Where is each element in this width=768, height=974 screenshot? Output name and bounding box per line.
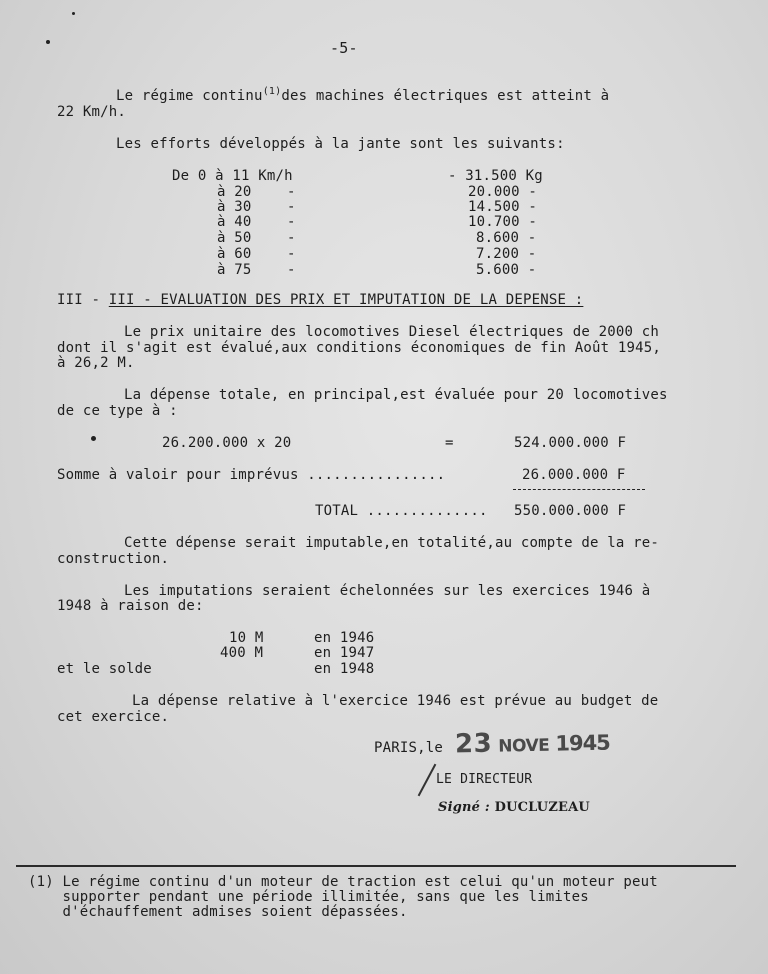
para-imputable-line2: construction. xyxy=(57,551,170,567)
signature-title: LE DIRECTEUR xyxy=(436,772,533,787)
efforts-value: 7.200 - xyxy=(476,246,537,262)
schedule-year: en 1946 xyxy=(314,630,375,646)
schedule-amount: 10 M xyxy=(229,630,264,646)
efforts-value: 14.500 - xyxy=(468,199,538,215)
efforts-dash: - xyxy=(287,230,296,246)
page-number: -5- xyxy=(330,39,358,57)
para-budget-line2: cet exercice. xyxy=(57,709,170,725)
date-stamp: 23 NOVE 1945 xyxy=(454,728,611,760)
efforts-dash: - xyxy=(287,246,296,262)
para-echelon-line2: 1948 à raison de: xyxy=(57,598,204,614)
efforts-speed: à 20 xyxy=(217,184,252,200)
para-budget-line1: La dépense relative à l'exercice 1946 est prévue au budget de xyxy=(132,693,659,709)
efforts-speed: à 40 xyxy=(217,214,252,230)
section-heading: III - III - EVALUATION DES PRIX ET IMPUTATION DE LA DEPENSE : xyxy=(57,292,584,308)
efforts-intro: Les efforts développés à la jante sont les suivants: xyxy=(116,136,565,152)
signature-signed: Signé : DUCLUZEAU xyxy=(438,800,590,815)
para1-line2: 22 Km/h. xyxy=(57,104,127,120)
schedule-year: en 1948 xyxy=(314,661,375,677)
efforts-speed: à 60 xyxy=(217,246,252,262)
efforts-speed: à 30 xyxy=(217,199,252,215)
signature-place: PARIS,le xyxy=(374,740,444,756)
calc-total-value: 550.000.000 F xyxy=(514,503,627,519)
efforts-speed: De 0 à 11 Km/h xyxy=(172,168,293,184)
efforts-dash: - xyxy=(287,199,296,215)
schedule-year: en 1947 xyxy=(314,645,375,661)
para-echelon-line1: Les imputations seraient échelonnées sur les exercices 1946 à xyxy=(124,583,651,599)
calc-imprevus-label: Somme à valoir pour imprévus ................ xyxy=(57,467,446,483)
efforts-dash: - xyxy=(287,184,296,200)
footnote-line2: supporter pendant une période illimitée, sans que les limites xyxy=(28,889,589,905)
para-depense-line2: de ce type à : xyxy=(57,403,178,419)
efforts-dash: - xyxy=(287,214,296,230)
efforts-value: - 31.500 Kg xyxy=(448,168,543,184)
schedule-amount: 400 M xyxy=(220,645,264,661)
efforts-speed: à 50 xyxy=(217,230,252,246)
sum-rule xyxy=(513,489,645,490)
para-prix-line1: Le prix unitaire des locomotives Diesel électriques de 2000 ch xyxy=(124,324,659,340)
efforts-value: 10.700 - xyxy=(468,214,538,230)
para-imputable-line1: Cette dépense serait imputable,en totalité,au compte de la re- xyxy=(124,535,659,551)
footnote-line1: (1) Le régime continu d'un moteur de traction est celui qu'un moteur peut xyxy=(28,874,658,890)
calc-equals: = xyxy=(445,435,454,451)
efforts-value: 5.600 - xyxy=(476,262,537,278)
para1-line1: Le régime continu$^{(1)}$des machines électriques est atteint à xyxy=(116,86,610,104)
footnote-rule xyxy=(16,865,736,867)
efforts-value: 20.000 - xyxy=(468,184,538,200)
calc-formula: 26.200.000 x 20 xyxy=(162,435,292,451)
scan-speck xyxy=(91,436,96,441)
calc-total-label: TOTAL .............. xyxy=(315,503,488,519)
efforts-speed: à 75 xyxy=(217,262,252,278)
para-depense-line1: La dépense totale, en principal,est évaluée pour 20 locomotives xyxy=(124,387,668,403)
schedule-label: et le solde xyxy=(57,661,152,677)
footnote-line3: d'échauffement admises soient dépassées. xyxy=(28,904,408,920)
efforts-dash: - xyxy=(287,262,296,278)
scan-speck xyxy=(46,40,50,44)
footnote-reference: (1) xyxy=(262,86,282,97)
para-prix-line3: à 26,2 M. xyxy=(57,355,135,371)
efforts-value: 8.600 - xyxy=(476,230,537,246)
calc-imprevus-value: 26.000.000 F xyxy=(522,467,626,483)
calc-result: 524.000.000 F xyxy=(514,435,627,451)
signature-slash xyxy=(418,764,437,797)
scan-speck xyxy=(72,12,75,15)
para-prix-line2: dont il s'agit est évalué,aux conditions économiques de fin Août 1945, xyxy=(57,340,662,356)
